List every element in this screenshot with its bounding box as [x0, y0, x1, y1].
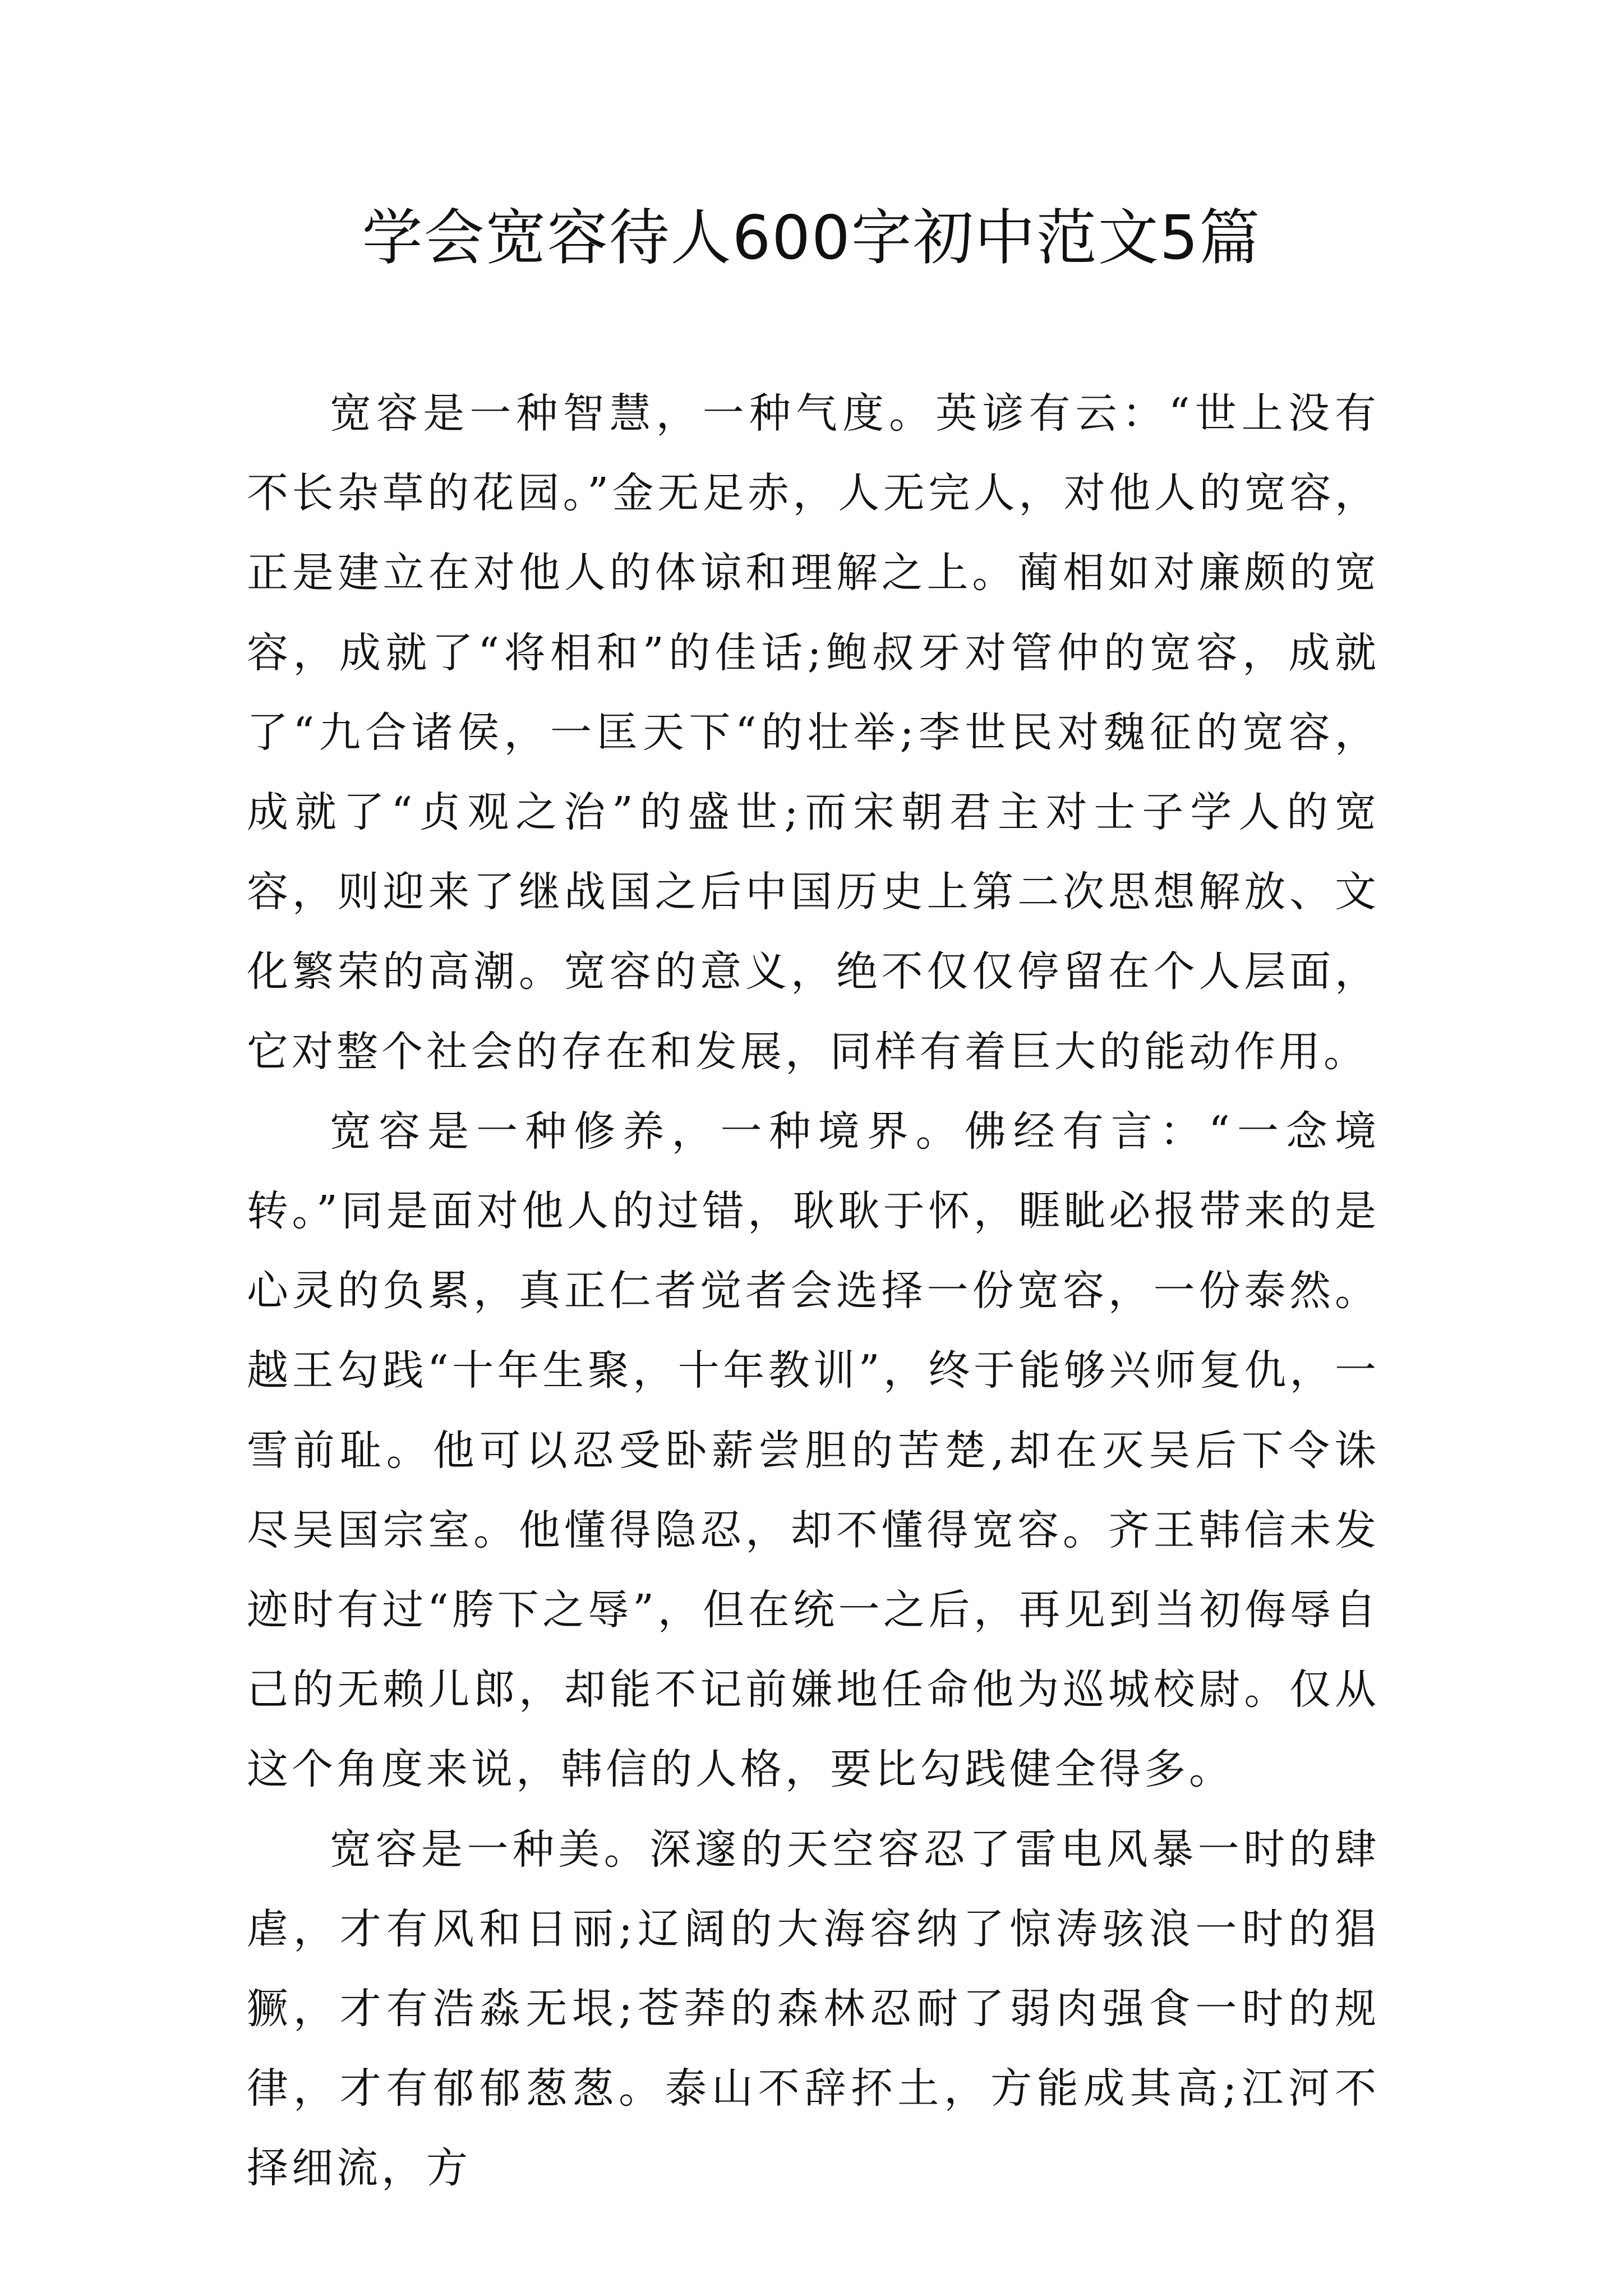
document-title: 学会宽容待人600字初中范文5篇 [362, 203, 1261, 273]
document-body [247, 374, 1380, 2208]
paragraph-3: 宽容是一种美。深邃的天空容忍了雷电风暴一时的肆虐，才有风和日丽;辽阔的大海容纳了惊涛骇浪一时的猖獗，才有浩淼无垠;苍莽的森林忍耐了弱肉强食一时的规律，才有郁郁葱葱。泰山不辞抔土，方能成其高;江河不择细流，方 [247, 1825, 1380, 2193]
paragraph-2: 宽容是一种修养，一种境界。佛经有言：“一念境转。”同是面对他人的过错，耿耿于怀，睚眦必报带来的是心灵的负累，真正仁者觉者会选择一份宽容，一份泰然。越王勾践“十年生聚，十年教训”，终于能够兴师复仇，一雪前耻。他可以忍受卧薪尝胆的苦楚,却在灭吴后下令诛尽吴国宗室。他懂得隐忍，却不懂得宽容。齐王韩信未发迹时有过“胯下之辱”，但在统一之后，再见到当初侮辱自己的无赖儿郎，却能不记前嫌地任命他为巡城校尉。仅从这个角度来说，韩信的人格，要比勾践健全得多。 [247, 1107, 1380, 1794]
paragraph-1: 宽容是一种智慧，一种气度。英谚有云：“世上没有不长杂草的花园。”金无足赤，人无完人，对他人的宽容，正是建立在对他人的体谅和理解之上。蔺相如对廉颇的宽容，成就了“将相和”的佳话;鲍叔牙对管仲的宽容，成就了“九合诸侯，一匡天下“的壮举;李世民对魏征的宽容，成就了“贞观之治”的盛世;而宋朝君主对士子学人的宽容，则迎来了继战国之后中国历史上第二次思想解放、文化繁荣的高潮。宽容的意义，绝不仅仅停留在个人层面，它对整个社会的存在和发展，同样有着巨大的能动作用。 [247, 389, 1380, 1076]
